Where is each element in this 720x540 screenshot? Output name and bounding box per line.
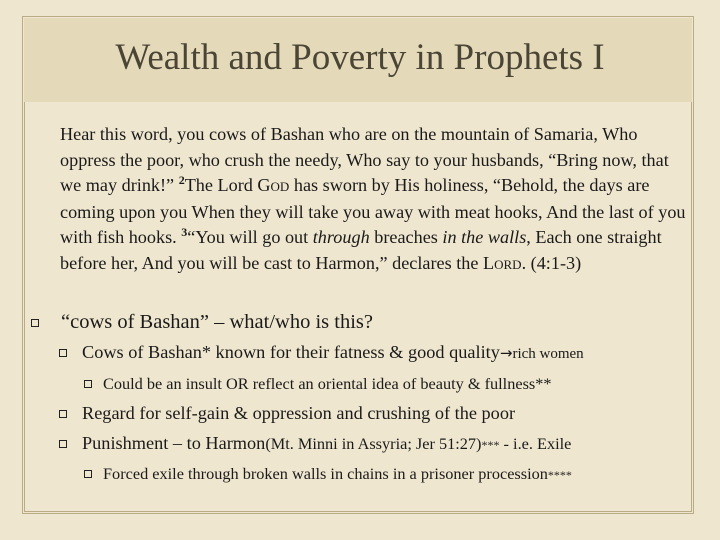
bullet-reference: (Mt. Minni in Assyria; Jer 51:27) (265, 434, 482, 453)
quote-part-7: . (4:1-3) (521, 252, 582, 273)
square-bullet-icon (59, 349, 67, 357)
square-bullet-icon (59, 440, 67, 448)
quote-part-2: The Lord G (184, 175, 271, 195)
square-bullet-icon (84, 470, 92, 478)
bullet-punishment (59, 433, 571, 454)
bullet-text: Could be an insult OR reflect an oriental idea of beauty & fullness** (103, 374, 552, 393)
right-arrow-icon: → (499, 344, 513, 362)
bullet-text: “cows of Bashan” – what/who is this? (61, 311, 373, 333)
square-bullet-icon (31, 319, 39, 327)
footnote-stars: *** (481, 438, 500, 452)
quote-part-6: , Each one straight before her, And you will be cast to Harmon,” declares the L (60, 227, 662, 273)
quote-italic-walls: in the walls (442, 227, 527, 247)
bullet-cows-of-bashan (31, 311, 373, 334)
quote-part-3: has sworn by His holiness, “Behold, the days are coming upon you When they will take you away with meat hooks, And the last of you with fish hooks. (60, 175, 686, 247)
bullet-self-gain (59, 403, 515, 424)
bullet-text: Cows of Bashan* known for their fatness & good quality (82, 342, 500, 362)
scripture-quote (60, 122, 690, 277)
small-caps-god: OD (270, 179, 290, 194)
slide-title: Wealth and Poverty in Prophets I (115, 37, 605, 78)
bullet-cows-known (59, 342, 584, 363)
small-caps-lord: ORD (494, 256, 522, 272)
footnote-stars: **** (547, 468, 572, 482)
quote-part-4: “You will go out (187, 227, 313, 247)
verse-number-3: 3 (181, 224, 188, 239)
square-bullet-icon (84, 380, 92, 388)
bullet-tail: - i.e. Exile (499, 434, 572, 453)
quote-part-1: Hear this word, you cows of Bashan who are on the mountain of Samaria, Who oppress the poor, who crush the needy, Who say to your husbands, “Bring now, that we may drink!” (60, 124, 669, 195)
bullet-insult-or-beauty (84, 374, 552, 394)
quote-part-5: breaches (369, 227, 443, 247)
bullet-forced-exile (84, 464, 572, 484)
bullet-text: Forced exile through broken walls in chains in a prisoner procession (103, 464, 548, 483)
bullet-text: Regard for self-gain & oppression and crushing of the poor (82, 403, 516, 423)
verse-number-2: 2 (178, 172, 185, 187)
bullet-tail: rich women (512, 346, 584, 362)
quote-italic-through: through (312, 227, 370, 247)
bullet-text: Punishment – to Harmon (82, 433, 266, 453)
square-bullet-icon (59, 410, 67, 418)
